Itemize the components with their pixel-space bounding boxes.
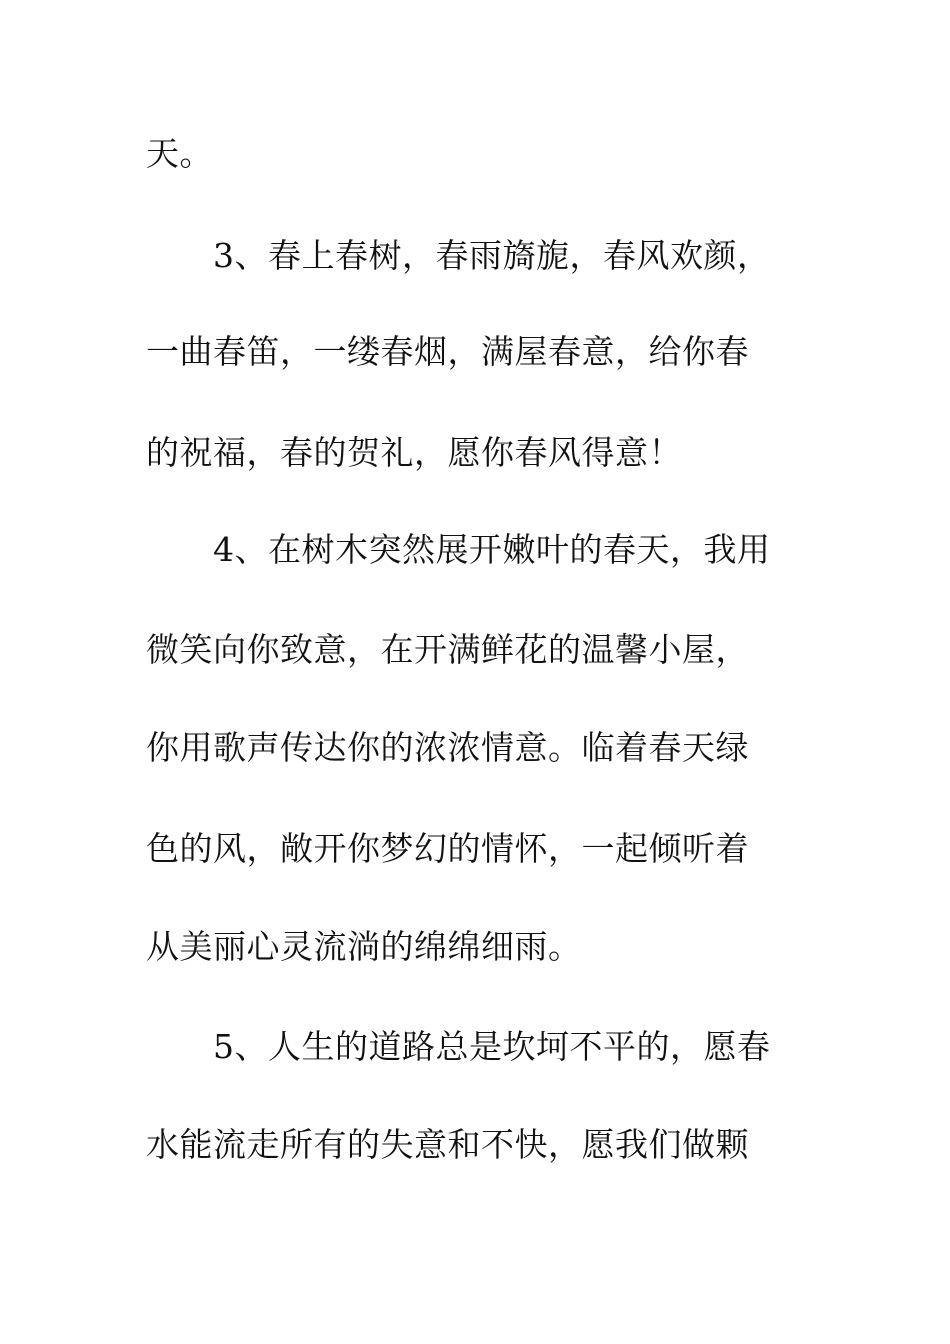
text-line-10: 5、人生的道路总是坎坷不平的，愿春 — [213, 1027, 771, 1066]
text-line-9: 从美丽心灵流淌的绵绵细雨。 — [146, 927, 582, 966]
text-line-3: 一曲春笛，一缕春烟，满屋春意，给你春 — [146, 332, 749, 371]
text-line-2: 3、春上春树，春雨旖旎，春风欢颜， — [213, 236, 771, 275]
text-line-11: 水能流走所有的失意和不快，愿我们做颗 — [146, 1125, 749, 1164]
text-line-1: 天。 — [146, 134, 213, 173]
text-line-4: 的祝福，春的贺礼，愿你春风得意！ — [146, 433, 682, 472]
text-line-5: 4、在树木突然展开嫩叶的春天，我用 — [213, 530, 771, 569]
text-line-8: 色的风，敞开你梦幻的情怀，一起倾听着 — [146, 829, 749, 868]
text-line-7: 你用歌声传达你的浓浓情意。临着春天绿 — [146, 728, 749, 767]
text-line-6: 微笑向你致意，在开满鲜花的温馨小屋， — [146, 630, 749, 669]
